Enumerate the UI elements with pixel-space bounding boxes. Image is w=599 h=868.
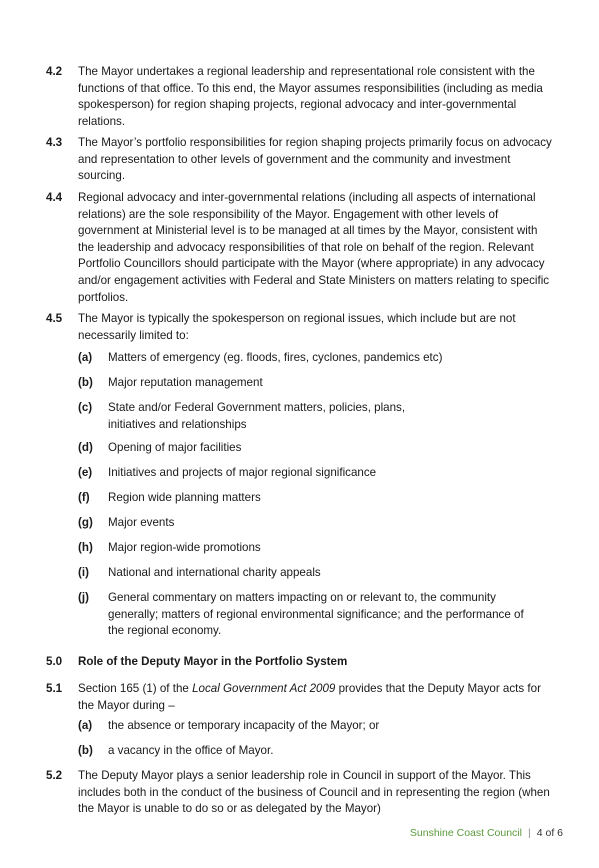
footer-org: Sunshine Coast Council	[409, 827, 522, 839]
clause-text: Regional advocacy and inter-governmental relations (including all aspects of international relations) are the sole responsibility of the Mayor. Engagement with other levels of government at Ministerial level is to be managed at all times by the Mayor, consistent with the leadership and advocacy responsibilities of that role on behalf of the region. Relevant Portfolio Councillors should participate with the Mayor (where appropriate) in any advocacy and/or engagement activities with Federal and State Ministers on matters relating to specific portfolios.	[78, 191, 550, 304]
list-item-text: the absence or temporary incapacity of the Mayor; or	[108, 719, 380, 732]
clause-number: 5.2	[46, 769, 63, 782]
clause-5-1	[46, 681, 556, 714]
list-item-letter: (g)	[78, 516, 93, 529]
section-title: Role of the Deputy Mayor in the Portfolio System	[78, 655, 348, 668]
list-item-letter: (h)	[78, 541, 93, 554]
list-item	[78, 465, 548, 482]
clause-text	[78, 681, 556, 714]
list-item	[78, 375, 548, 392]
list-item-text: Matters of emergency (eg. floods, fires, cyclones, pandemics etc)	[108, 351, 443, 364]
clause-4-5	[46, 311, 556, 344]
page-number: 4 of 6	[536, 827, 563, 839]
list-item-letter: (f)	[78, 491, 90, 504]
clause-text: The Mayor is typically the spokesperson on regional issues, which include but are not necessarily limited to:	[78, 312, 516, 342]
list-item	[78, 565, 548, 582]
clause-number: 4.2	[46, 65, 63, 78]
clause-4-4	[46, 190, 556, 306]
page-footer	[410, 825, 563, 842]
clause-4-2	[46, 64, 556, 130]
list-item	[78, 490, 548, 507]
list-item-letter: (d)	[78, 441, 93, 454]
list-item	[78, 743, 548, 760]
act-title: Local Government Act 2009	[192, 682, 336, 695]
list-item	[78, 590, 528, 640]
clause-number: 4.4	[46, 191, 63, 204]
clause-text-part: Section 165 (1) of the	[78, 682, 193, 695]
list-item-letter: (e)	[78, 466, 93, 479]
list-item	[78, 400, 438, 433]
list-item-letter: (b)	[78, 744, 93, 757]
list-item-text: Initiatives and projects of major regional significance	[108, 466, 377, 479]
clause-text-part: provides that the Deputy Mayor acts for the Mayor during –	[78, 682, 541, 712]
footer-separator: |	[527, 827, 531, 839]
list-item-letter: (b)	[78, 376, 93, 389]
list-item-text: National and international charity appeals	[108, 566, 321, 579]
list-item-text: State and/or Federal Government matters, policies, plans, initiatives and relationships	[108, 401, 406, 431]
list-item-letter: (a)	[78, 351, 93, 364]
list-item-text: Major reputation management	[108, 376, 263, 389]
clause-number: 4.3	[46, 136, 63, 149]
list-item-text: Region wide planning matters	[108, 491, 261, 504]
clause-number: 5.1	[46, 682, 63, 695]
list-item-text: Opening of major facilities	[108, 441, 242, 454]
section-heading	[46, 654, 347, 671]
list-item	[78, 350, 548, 367]
list-item-text: General commentary on matters impacting on or relevant to, the community generally; matters of regional environmental significance; and the performance of the regional economy.	[108, 591, 524, 638]
clause-5-2	[46, 768, 556, 818]
clause-text: The Mayor undertakes a regional leadership and representational role consistent with the functions of that office. To this end, the Mayor assumes responsibilities (including as media spokesperson) for region shaping projects, regional advocacy and inter-governmental relations.	[78, 65, 543, 128]
list-item	[78, 440, 548, 457]
list-item	[78, 540, 548, 557]
list-item	[78, 515, 548, 532]
list-item-letter: (c)	[78, 401, 93, 414]
list-item-letter: (i)	[78, 566, 89, 579]
list-item-text: a vacancy in the office of Mayor.	[108, 744, 274, 757]
list-item-text: Major events	[108, 516, 175, 529]
list-item	[78, 718, 548, 735]
clause-text: The Deputy Mayor plays a senior leadership role in Council in support of the Mayor. This includes both in the conduct of the business of Council and in representing the region (when the Mayor is unable to do so or as delegated by the Mayor)	[78, 769, 550, 816]
list-item-letter: (a)	[78, 719, 93, 732]
list-item-letter: (j)	[78, 591, 89, 604]
clause-number: 4.5	[46, 312, 63, 325]
list-item-text: Major region-wide promotions	[108, 541, 261, 554]
clause-text: The Mayor’s portfolio responsibilities for region shaping projects primarily focus on advocacy and representation to other levels of government and the community and investment sourcing.	[78, 136, 552, 183]
clause-4-3	[46, 135, 556, 185]
section-number: 5.0	[46, 655, 63, 668]
